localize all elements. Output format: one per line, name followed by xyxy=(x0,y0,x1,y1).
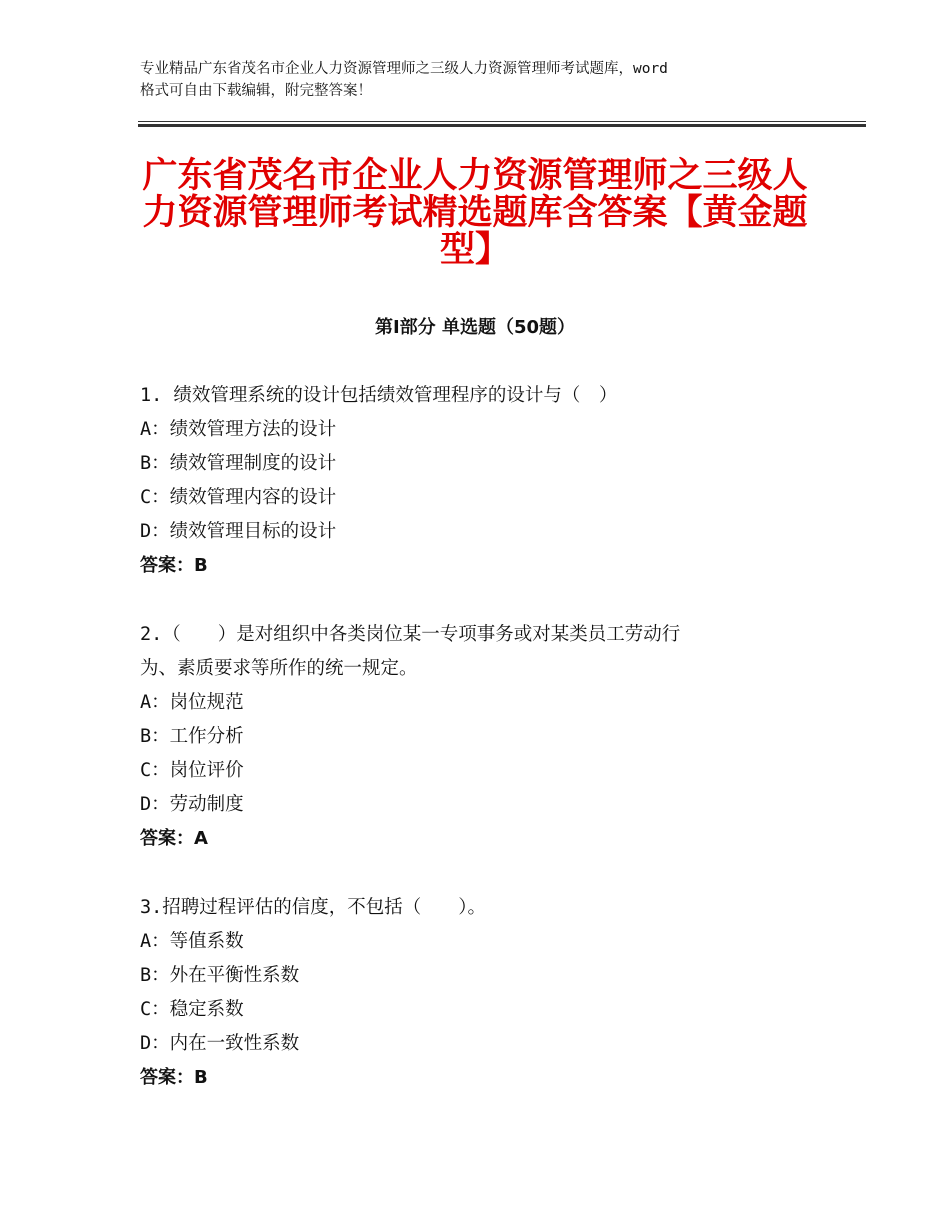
option-c: C：稳定系数 xyxy=(140,999,244,1020)
question-1 xyxy=(140,379,820,583)
question-stem-continued: 为、素质要求等所作的统一规定。 xyxy=(140,658,418,679)
title-line: 广东省茂名市企业人力资源管理师之三级人 xyxy=(142,156,808,196)
option-d: D：劳动制度 xyxy=(140,794,244,815)
option-a: A：等值系数 xyxy=(140,931,244,952)
option-a: A：绩效管理方法的设计 xyxy=(140,419,337,440)
option-c: C：绩效管理内容的设计 xyxy=(140,487,337,508)
question-3 xyxy=(140,891,820,1095)
header-divider-thin xyxy=(138,121,866,122)
header-note-line: 专业精品广东省茂名市企业人力资源管理师之三级人力资源管理师考试题库，word xyxy=(140,61,668,77)
option-c: C：岗位评价 xyxy=(140,760,244,781)
header-note-line: 格式可自由下载编辑，附完整答案！ xyxy=(140,83,372,99)
option-b: B：外在平衡性系数 xyxy=(140,965,300,986)
answer-label: 答案：B xyxy=(140,555,208,576)
document-title xyxy=(120,158,830,269)
header-divider-thick xyxy=(138,124,866,127)
option-d: D：绩效管理目标的设计 xyxy=(140,521,337,542)
title-line: 型】 xyxy=(439,230,510,270)
option-b: B：工作分析 xyxy=(140,726,244,747)
option-b: B：绩效管理制度的设计 xyxy=(140,453,337,474)
question-2 xyxy=(140,618,820,856)
document-header-note xyxy=(140,58,840,102)
question-stem: 3.招聘过程评估的信度，不包括（ ）。 xyxy=(140,897,487,918)
option-a: A：岗位规范 xyxy=(140,692,244,713)
option-d: D：内在一致性系数 xyxy=(140,1033,300,1054)
question-stem: 1. 绩效管理系统的设计包括绩效管理程序的设计与（ ） xyxy=(140,385,618,406)
section-heading: 第Ⅰ部分 单选题（50题） xyxy=(374,317,575,338)
answer-label: 答案：B xyxy=(140,1067,208,1088)
answer-label: 答案：A xyxy=(140,828,208,849)
question-stem: 2.（ ）是对组织中各类岗位某一专项事务或对某类员工劳动行 xyxy=(140,624,681,645)
title-line: 力资源管理师考试精选题库含答案【黄金题 xyxy=(142,193,808,233)
